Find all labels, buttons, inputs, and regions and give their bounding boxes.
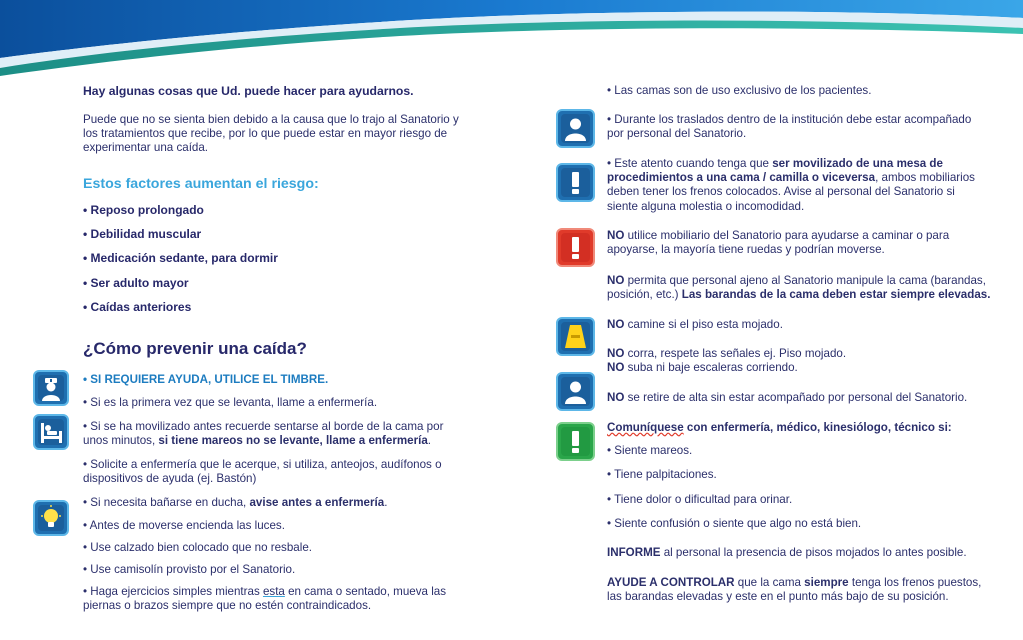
rule-item: NO se retire de alta sin estar acompañado por personal del Sanatorio.: [607, 391, 968, 404]
intro-line-1: Puede que no se sienta bien debido a la causa que lo trajo al Sanatorio y: [83, 113, 459, 126]
factors-heading: Estos factores aumentan el riesgo:: [83, 176, 319, 192]
symptom-item: • Siente mareos.: [607, 444, 693, 457]
help-control-note: AYUDE A CONTROLAR que la cama siempre tenga los frenos puestos,: [607, 576, 982, 589]
patient-in-bed-icon: [33, 414, 69, 450]
prevention-item: • Si se ha movilizado antes recuerde sentarse al borde de la cama por: [83, 420, 444, 433]
symptom-item: • Tiene dolor o dificultad para orinar.: [607, 493, 793, 506]
staff-person-icon: [556, 372, 595, 411]
rule-item: por personal del Sanatorio.: [607, 127, 747, 140]
prevention-item: • Si es la primera vez que se levanta, llame a enfermería.: [83, 396, 378, 409]
wet-floor-icon: [556, 317, 595, 356]
communicate-heading: Comuníquese con enfermería, médico, kinesiólogo, técnico si:: [607, 421, 952, 434]
rule-item: • Durante los traslados dentro de la institución debe estar acompañado: [607, 113, 972, 126]
prevention-item: • Haga ejercicios simples mientras esta en cama o sentado, mueva las: [83, 585, 447, 598]
rule-item: deben tener los frenos colocados. Avise al personal del Sanatorio si: [607, 185, 955, 198]
header-wave: [0, 0, 1023, 80]
intro-line-3: experimentar una caída.: [83, 141, 209, 154]
rule-item: NO corra, respete las señales ej. Piso mojado.: [607, 347, 847, 360]
risk-factor: • Caídas anteriores: [83, 300, 192, 314]
rule-item: apoyarse, la mayoría tiene ruedas y podrían moverse.: [607, 243, 885, 256]
rule-item: NO utilice mobiliario del Sanatorio para ayudarse a caminar o para: [607, 229, 950, 242]
symptom-item: • Tiene palpitaciones.: [607, 468, 717, 481]
inform-note: INFORME al personal la presencia de pisos mojados lo antes posible.: [607, 546, 967, 559]
prevention-item: • Antes de moverse encienda las luces.: [83, 519, 285, 532]
prevention-item: • Solicite a enfermería que le acerque, si utiliza, anteojos, audífonos o: [83, 458, 442, 471]
rule-item: posición, etc.) Las barandas de la cama deben estar siempre elevadas.: [607, 288, 991, 301]
risk-factor: • Medicación sedante, para dormir: [83, 251, 278, 265]
prevention-item: • Use camisolín provisto por el Sanatorio.: [83, 563, 296, 576]
info-green-icon: [556, 422, 595, 461]
lightbulb-icon: [33, 500, 69, 536]
prevent-heading: ¿Cómo prevenir una caída?: [83, 339, 307, 358]
prevention-item: unos minutos, si tiene mareos no se levante, llame a enfermería.: [83, 434, 432, 447]
rule-item: • Este atento cuando tenga que ser movilizado de una mesa de: [607, 157, 943, 170]
rule-item: NO suba ni baje escaleras corriendo.: [607, 361, 798, 374]
warning-red-icon: [556, 228, 595, 267]
rule-item: procedimientos a una cama / camilla o viceversa, ambos mobiliarios: [607, 171, 975, 184]
main-heading: Hay algunas cosas que Ud. puede hacer para ayudarnos.: [83, 84, 414, 98]
rule-item: siente alguna molestia o incomodidad.: [607, 200, 805, 213]
rule-item: NO camine si el piso esta mojado.: [607, 318, 783, 331]
rule-item: • Las camas son de uso exclusivo de los pacientes.: [607, 84, 872, 97]
warning-icon: [556, 163, 595, 202]
call-button-instruction: • SI REQUIERE AYUDA, UTILICE EL TIMBRE.: [83, 373, 329, 386]
intro-line-2: los tratamientos que recibe, por lo que puede estar en mayor riesgo de: [83, 127, 448, 140]
risk-factor: • Debilidad muscular: [83, 227, 202, 241]
rule-item: NO permita que personal ajeno al Sanatorio manipule la cama (barandas,: [607, 274, 986, 287]
staff-person-icon: [556, 109, 595, 148]
nurse-icon: [33, 370, 69, 406]
risk-factor: • Ser adulto mayor: [83, 276, 189, 290]
prevention-item: piernas o brazos siempre que no estén contraindicados.: [83, 599, 372, 612]
prevention-item: • Si necesita bañarse en ducha, avise antes a enfermería.: [83, 496, 388, 509]
prevention-item: dispositivos de ayuda (ej. Bastón): [83, 472, 257, 485]
symptom-item: • Siente confusión o siente que algo no está bien.: [607, 517, 862, 530]
risk-factor: • Reposo prolongado: [83, 203, 204, 217]
prevention-item: • Use calzado bien colocado que no resbale.: [83, 541, 312, 554]
help-control-note: las barandas elevadas y este en el punto más bajo de su posición.: [607, 590, 949, 603]
